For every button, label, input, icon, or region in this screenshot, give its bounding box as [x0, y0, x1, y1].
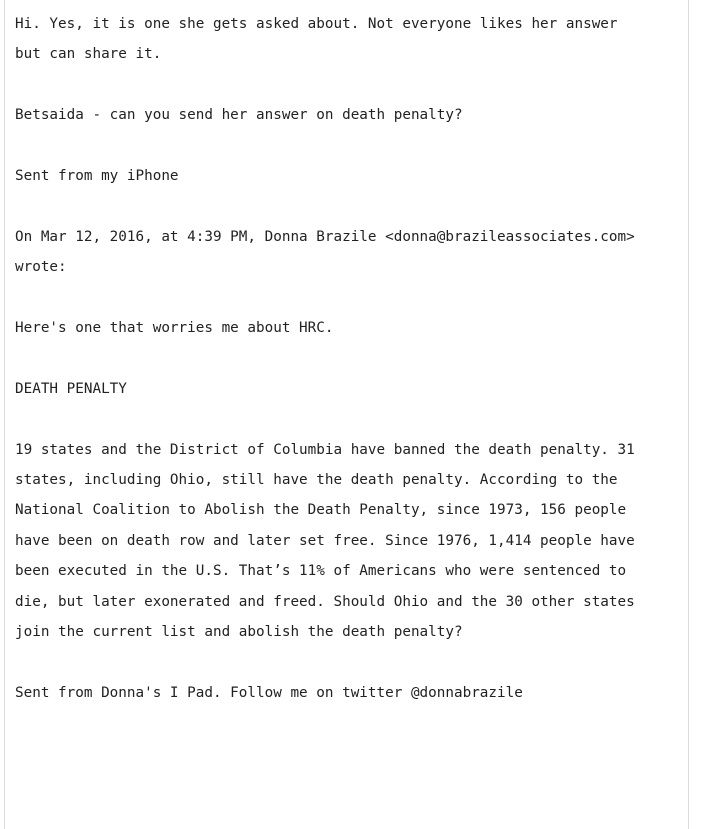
reply-line: Hi. Yes, it is one she gets asked about. Not everyone likes her answer [15, 16, 618, 32]
body-paragraph [15, 435, 675, 648]
quote-header-line: On Mar 12, 2016, at 4:39 PM, Donna Brazile <donna@brazileassociates.com> [15, 228, 635, 245]
reply-line: but can share it. [15, 46, 162, 63]
topic-line: DEATH PENALTY [15, 380, 127, 397]
body-line: have been on death row and later set free. Since 1976, 1,414 people have [15, 532, 635, 549]
quote-intro [15, 313, 675, 343]
body-line: been executed in the U.S. That’s 11% of Americans who were sentenced to [15, 563, 627, 580]
ipad-signature [15, 678, 675, 708]
body-line: die, but later exonerated and freed. Should Ohio and the 30 other states [15, 593, 635, 610]
iphone-signature [15, 161, 675, 191]
reply-paragraph [15, 9, 675, 70]
quote-header-line: wrote: [15, 259, 67, 276]
request-line: Betsaida - can you send her answer on death penalty? [15, 107, 463, 124]
body-line: 19 states and the District of Columbia have banned the death penalty. 31 [15, 441, 635, 458]
quote-intro-line: Here's one that worries me about HRC. [15, 320, 334, 336]
quote-header [15, 222, 675, 283]
email-body [15, 9, 675, 708]
body-line: states, including Ohio, still have the death penalty. According to the [15, 472, 618, 488]
topic-heading [15, 374, 675, 404]
body-line: National Coalition to Abolish the Death Penalty, since 1973, 156 people [15, 502, 627, 519]
signature-line: Sent from my iPhone [15, 168, 179, 184]
request-paragraph [15, 100, 675, 130]
signature-line: Sent from Donna's I Pad. Follow me on twitter @donnabrazile [15, 684, 523, 701]
body-line: join the current list and abolish the death penalty? [15, 624, 463, 641]
